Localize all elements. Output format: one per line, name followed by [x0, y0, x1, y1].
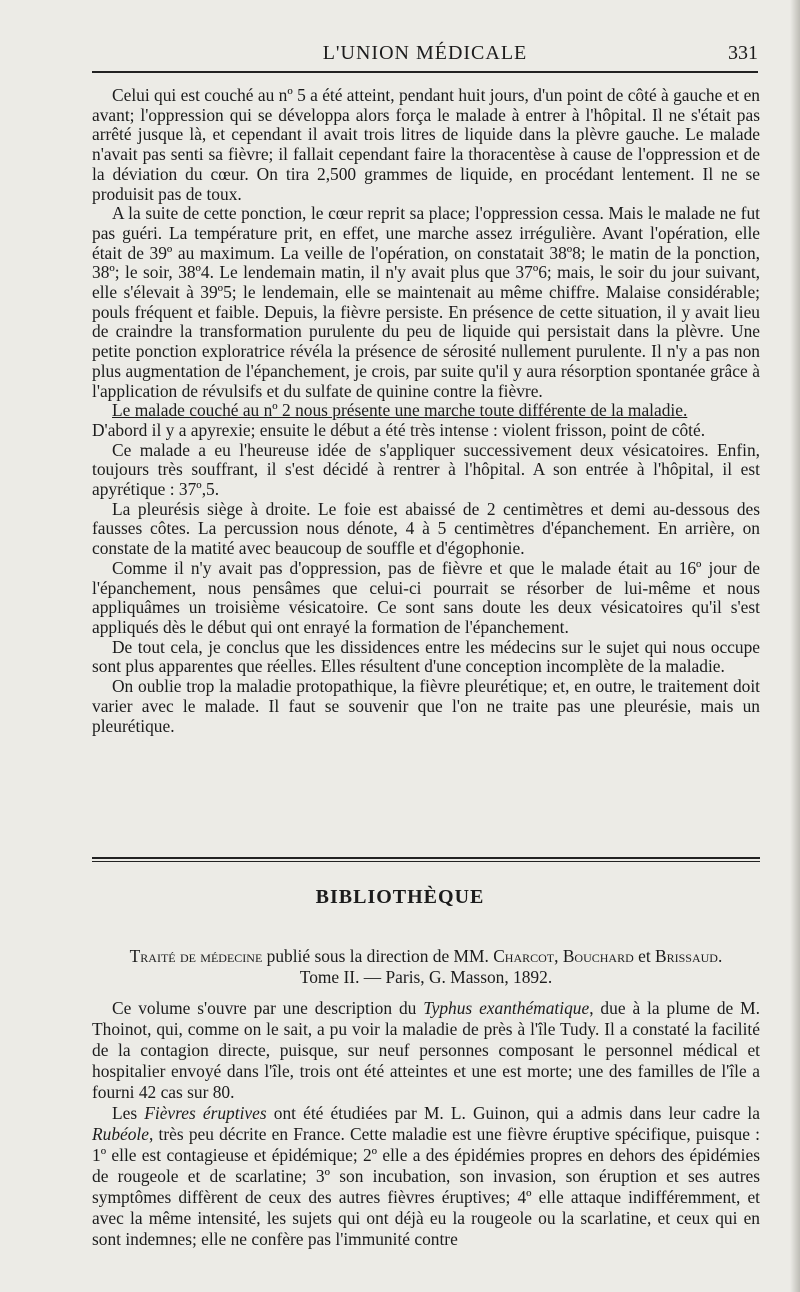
reference-author: Bouchard [562, 946, 634, 966]
reference-work-title: Traité de médecine [129, 946, 263, 966]
review-paragraph [92, 1103, 760, 1250]
paragraph: De tout cela, je conclus que les dissidences entre les médecins sur le sujet qui nous occupe sont plus apparentes que réelles. Elles résultent d'une conception incomplète de la maladie. [92, 636, 760, 677]
review-text: , due à la plume de M. Thoinot, qui, comme on le sait, a pu voir la maladie de près à l'île Tudy. Il a constaté la facilité de la contagion directe, puisque, sur neuf personnes composant le personnel médical et hospitalier envoyé dans l'île, trois ont été atteintes et une est morte; une des familles de l'île a fourni 42 cas sur 80. [92, 998, 760, 1102]
reference-line [92, 946, 760, 967]
reference-author: Charcot [493, 946, 555, 966]
paragraph: D'abord il y a apyrexie; ensuite le début a été très intense : violent frisson, point de côté. [92, 419, 706, 440]
review-text: ont été étudiées par M. L. Guinon, qui a admis dans leur cadre la [266, 1103, 760, 1123]
journal-title: L'UNION MÉDICALE [322, 42, 528, 64]
page-edge [790, 0, 800, 1292]
section-separator-thin [92, 861, 760, 862]
paragraph: On oublie trop la maladie protopathique, la fièvre pleurétique; et, en outre, le traitement doit varier avec le malade. Il faut se souvenir que l'on ne traite pas une pleurésie, mais un pleurétique. [92, 676, 760, 736]
paragraph: Ce malade a eu l'heureuse idée de s'appliquer successivement deux vésicatoires. Enfin, toujours très souffrant, il s'est décidé à rentrer à l'hôpital. A son entrée à l'hôpital, il est apyrétique : 37º,5. [92, 439, 760, 500]
reference-sep: , [554, 946, 563, 966]
section-separator [92, 857, 760, 859]
reference-publisher: Tome II. — Paris, G. Masson, 1892. [299, 967, 553, 987]
section-title: BIBLIOTHÈQUE [315, 886, 485, 908]
bibliography [92, 946, 760, 1250]
review-text: , très peu décrite en France. Cette maladie est une fièvre éruptive spécifique, puisque : 1º elle est contagieuse et épidémique; 2º elle a des épidémies propres en dehors des épidémies de rougeole et de scarlatine; 3º son incubation, son invasion, son éruption et ses autres symptômes diffèrent de ceux des autres fièvres éruptives; 4º elle attaque indifféremment, et avec la même intensité, les sujets qui ont déjà eu la rougeole ou la scarlatine, et ceux qui en sont indemnes; elle ne confère pas l'immunité contre [92, 1124, 760, 1249]
paragraph: La pleurésis siège à droite. Le foie est abaissé de 2 centimètres et demi au-dessous des fausses côtes. La percussion nous dénote, 4 à 5 centimètres d'épanchement. En arrière, on constate de la matité avec beaucoup de souffle et d'égophonie. [92, 498, 760, 559]
paragraph-underlined: Le malade couché au nº 2 nous présente une marche toute différente de la maladie. [112, 400, 688, 421]
review-topic: Typhus exanthématique [423, 998, 590, 1018]
reference-sep: . [717, 946, 723, 966]
running-header [92, 38, 758, 68]
review-topic: Rubéole [92, 1124, 149, 1144]
reference-sep: et [633, 946, 656, 966]
reference-text: publié sous la direction de MM. [262, 946, 494, 966]
review-text: Les [112, 1103, 145, 1123]
review-paragraph [92, 998, 760, 1103]
paragraph: Celui qui est couché au nº 5 a été atteint, pendant huit jours, d'un point de côté à gauche et en avant; l'oppression qui se développa alors força le malade à entrer à l'hôpital. Il ne s'était pas arrêté jusque là, et cependant il avait trois litres de liquide dans la plèvre gauche. Le malade n'avait pas senti sa fièvre; il fallait cependant faire la thoracentèse à cause de l'oppression et de la déviation du cœur. On tira 2,500 grammes de liquide, en procédant lentement. Il ne se produisit pas de toux. [92, 85, 760, 204]
review-topic: Fièvres éruptives [144, 1103, 267, 1123]
header-rule [92, 71, 758, 73]
page-number: 331 [728, 42, 758, 64]
reference-author: Brissaud [655, 946, 718, 966]
review-text: Ce volume s'ouvre par une description du [112, 998, 424, 1018]
paragraph: A la suite de cette ponction, le cœur reprit sa place; l'oppression cessa. Mais le malade ne fut pas guéri. La température prit, en effet, une marche assez irrégulière. Avant l'opération, elle était de 39º au maximum. La veille de l'opération, on constatait 38º8; le matin de la ponction, 38º; le soir, 38º4. Le lendemain matin, il n'y avait plus que 37º6; mais, le soir du jour suivant, elle s'élevait à 39º5; le lendemain, elle se maintenait au même chiffre. Malaise considérable; pouls fréquent et faible. Depuis, la fièvre persiste. En présence de cette situation, il y avait lieu de craindre la transformation purulente du peu de liquide qui persistait dans la plèvre. Une petite ponction exploratrice révéla la présence de sérosité nullement purulente. Il n'y a pas non plus augmentation de l'épanchement, je crois, par suite qu'il y aura résorption spontanée grâce à l'application de révulsifs et du sulfate de quinine contre la fièvre. [92, 203, 760, 401]
article-body [92, 86, 760, 736]
paragraph: Comme il n'y avait pas d'oppression, pas de fièvre et que le malade était au 16º jour de l'épanchement, nous pensâmes que celui-ci pourrait se résorber de lui-même et nous appliquâmes un troisième vésicatoire. Ce sont sans doute les deux vésicatoires qu'il s'est appliqués dès le début qui ont enrayé la formation de l'épanchement. [92, 557, 760, 637]
